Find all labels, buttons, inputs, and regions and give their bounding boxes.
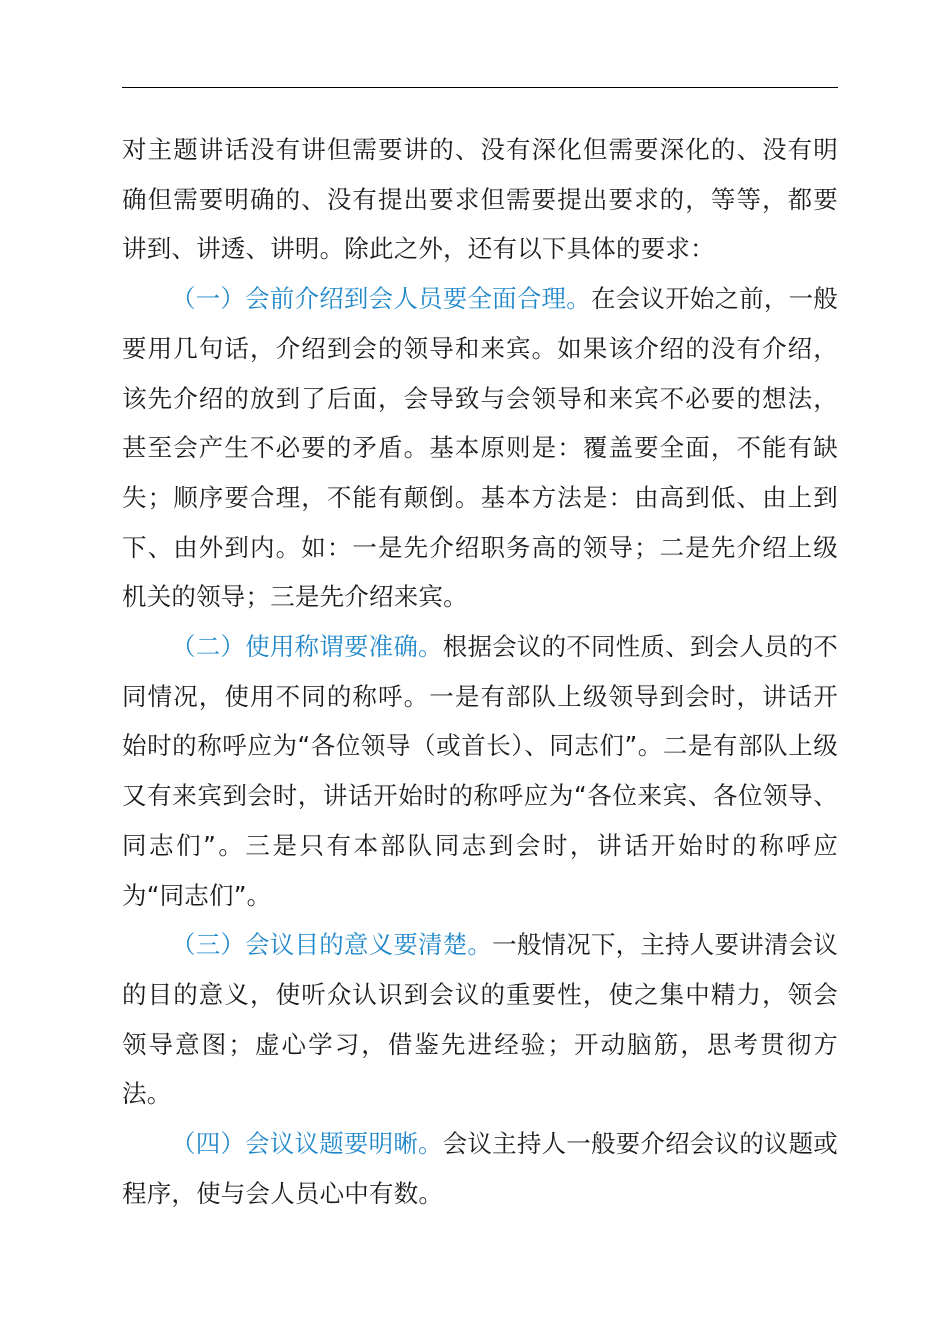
paragraph-text: 一般情况下，主持人要讲清会议的目的意义，使听众认识到会议的重要性，使之集中精力，领会领导意图；虚心学习，借鉴先进经验；开动脑筋，思考贯彻方法。 [122, 930, 838, 1109]
paragraph-intro [122, 125, 838, 274]
header-rule [122, 87, 838, 88]
paragraph-section-4 [122, 1119, 838, 1218]
section-heading: （四）会议议题要明晰。 [171, 1129, 443, 1159]
paragraph-section-2 [122, 622, 838, 920]
paragraph-section-3 [122, 920, 838, 1119]
paragraph-text: 对主题讲话没有讲但需要讲的、没有深化但需要深化的、没有明确但需要明确的、没有提出要求但需要提出要求的，等等，都要讲到、讲透、讲明。除此之外，还有以下具体的要求： [122, 135, 838, 264]
paragraph-section-1 [122, 274, 838, 622]
paragraph-text: 在会议开始之前，一般要用几句话，介绍到会的领导和来宾。如果该介绍的没有介绍，该先介绍的放到了后面，会导致与会领导和来宾不必要的想法，甚至会产生不必要的矛盾。基本原则是：覆盖要全面，不能有缺失；顺序要合理，不能有颠倒。基本方法是：由高到低、由上到下、由外到内。如：一是先介绍职务高的领导；二是先介绍上级机关的领导；三是先介绍来宾。 [122, 284, 839, 612]
paragraph-text: 会议主持人一般要介绍会议的议题或程序，使与会人员心中有数。 [122, 1129, 839, 1208]
section-heading: （二）使用称谓要准确。 [171, 632, 443, 662]
section-heading: （三）会议目的意义要清楚。 [171, 930, 493, 960]
section-heading: （一）会前介绍到会人员要全面合理。 [171, 284, 591, 314]
paragraph-text: 根据会议的不同性质、到会人员的不同情况，使用不同的称呼。一是有部队上级领导到会时，讲话开始时的称呼应为“各位领导（或首长）、同志们”。二是有部队上级又有来宾到会时，讲话开始时的称呼应为“各位来宾、各位领导、同志们”。三是只有本部队同志到会时，讲话开始时的称呼应为“同志们”。 [122, 632, 839, 910]
document-body [122, 125, 838, 1218]
